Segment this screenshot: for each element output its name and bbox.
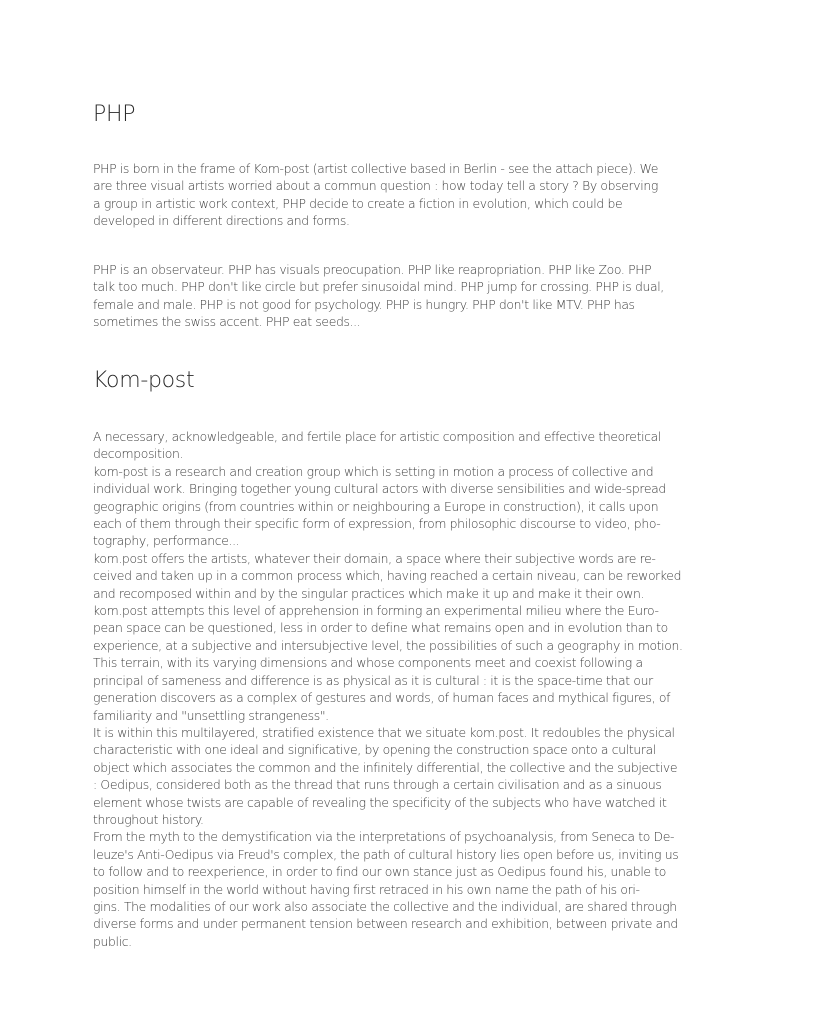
text-line: generation discovers as a complex of gestures and words, of human faces and mythical figures, of bbox=[93, 690, 671, 706]
text-line: female and male. PHP is not good for psychology. PHP is hungry. PHP don't like MTV. PHP has bbox=[93, 296, 635, 312]
text-line: decomposition. bbox=[93, 446, 184, 462]
text-line: sometimes the swiss accent. PHP eat seeds... bbox=[93, 314, 361, 330]
text-line: developed in different directions and forms. bbox=[93, 213, 350, 229]
text-line: gins. The modalities of our work also associate the collective and the individual, are shared through bbox=[93, 898, 677, 914]
text-line: It is within this multilayered, stratified existence that we situate kom.post. It redoubles the physical bbox=[93, 724, 675, 740]
text-line: experience, at a subjective and intersubjective level, the possibilities of such a geography in motion. bbox=[93, 637, 683, 653]
text-line: familiarity and "unsettling strangeness". bbox=[93, 707, 329, 723]
text-line: position himself in the world without having first retraced in his own name the path of his ori- bbox=[93, 881, 640, 897]
text-line: element whose twists are capable of revealing the specificity of the subjects who have watched it bbox=[93, 794, 667, 810]
text-line: ceived and taken up in a common process which, having reached a certain niveau, can be reworked bbox=[93, 568, 682, 584]
text-line: kom.post offers the artists, whatever their domain, a space where their subjective words are re- bbox=[93, 550, 656, 566]
text-line: principal of sameness and difference is as physical as it is cultural : it is the space-time that our bbox=[93, 672, 653, 688]
text-line: geographic origins (from countries within or neighbouring a Europe in construction), it calls upon bbox=[93, 498, 659, 514]
php-paragraph-1 bbox=[93, 160, 665, 230]
text-line: leuze's Anti-Oedipus via Freud's complex, the path of cultural history lies open before us, inviting us bbox=[93, 846, 679, 862]
heading-php: PHP bbox=[93, 102, 136, 127]
kom-post-paragraph bbox=[93, 428, 683, 950]
text-line: throughout history. bbox=[93, 811, 204, 827]
text-line: characteristic with one ideal and significative, by opening the construction space onto a cultural bbox=[93, 742, 656, 758]
text-line: kom.post attempts this level of apprehension in forming an experimental milieu where the Euro- bbox=[93, 603, 659, 619]
text-line: PHP is an observateur. PHP has visuals preocupation. PHP like reapropriation. PHP like Zoo. PHP bbox=[93, 262, 652, 277]
text-line: A necessary, acknowledgeable, and fertile place for artistic composition and effective theoretical bbox=[93, 429, 661, 444]
text-line: kom-post is a research and creation group which is setting in motion a process of collective and bbox=[93, 463, 654, 479]
text-line: to follow and to reexperience, in order to find our own stance just as Oedipus found his, unable to bbox=[93, 864, 667, 880]
heading-kom-post: Kom-post bbox=[93, 368, 195, 393]
text-line: pean space can be questioned, less in order to define what remains open and in evolution than to bbox=[93, 620, 668, 636]
text-line: and recomposed within and by the singular practices which make it up and make it their own. bbox=[93, 585, 645, 601]
text-line: From the myth to the demystification via the interpretations of psychoanalysis, from Seneca to De- bbox=[93, 829, 675, 845]
php-paragraph-2 bbox=[93, 261, 665, 331]
text-line: each of them through their specific form of expression, from philosophic discourse to video, pho- bbox=[93, 516, 661, 532]
text-line: PHP is born in the frame of Kom-post (artist collective based in Berlin - see the attach piece). We bbox=[93, 161, 659, 176]
text-line: tography, performance... bbox=[93, 533, 240, 549]
text-line: talk too much. PHP don't like circle but prefer sinusoidal mind. PHP jump for crossing. PHP is dual, bbox=[93, 279, 664, 295]
text-line: individual work. Bringing together young cultural actors with diverse sensibilities and wide-spread bbox=[93, 481, 666, 497]
text-line: diverse forms and under permanent tension between research and exhibition, between private and bbox=[93, 916, 678, 932]
text-line: are three visual artists worried about a commun question : how today tell a story ? By observing bbox=[93, 178, 658, 194]
text-line: object which associates the common and the infinitely differential, the collective and the subjective bbox=[93, 759, 678, 775]
text-line: public. bbox=[93, 933, 132, 949]
text-line: This terrain, with its varying dimensions and whose components meet and coexist following a bbox=[93, 655, 643, 671]
text-line: : Oedipus, considered both as the thread that runs through a certain civilisation and as a sinuous bbox=[93, 777, 662, 793]
text-line: a group in artistic work context, PHP decide to create a fiction in evolution, which could be bbox=[93, 195, 623, 211]
